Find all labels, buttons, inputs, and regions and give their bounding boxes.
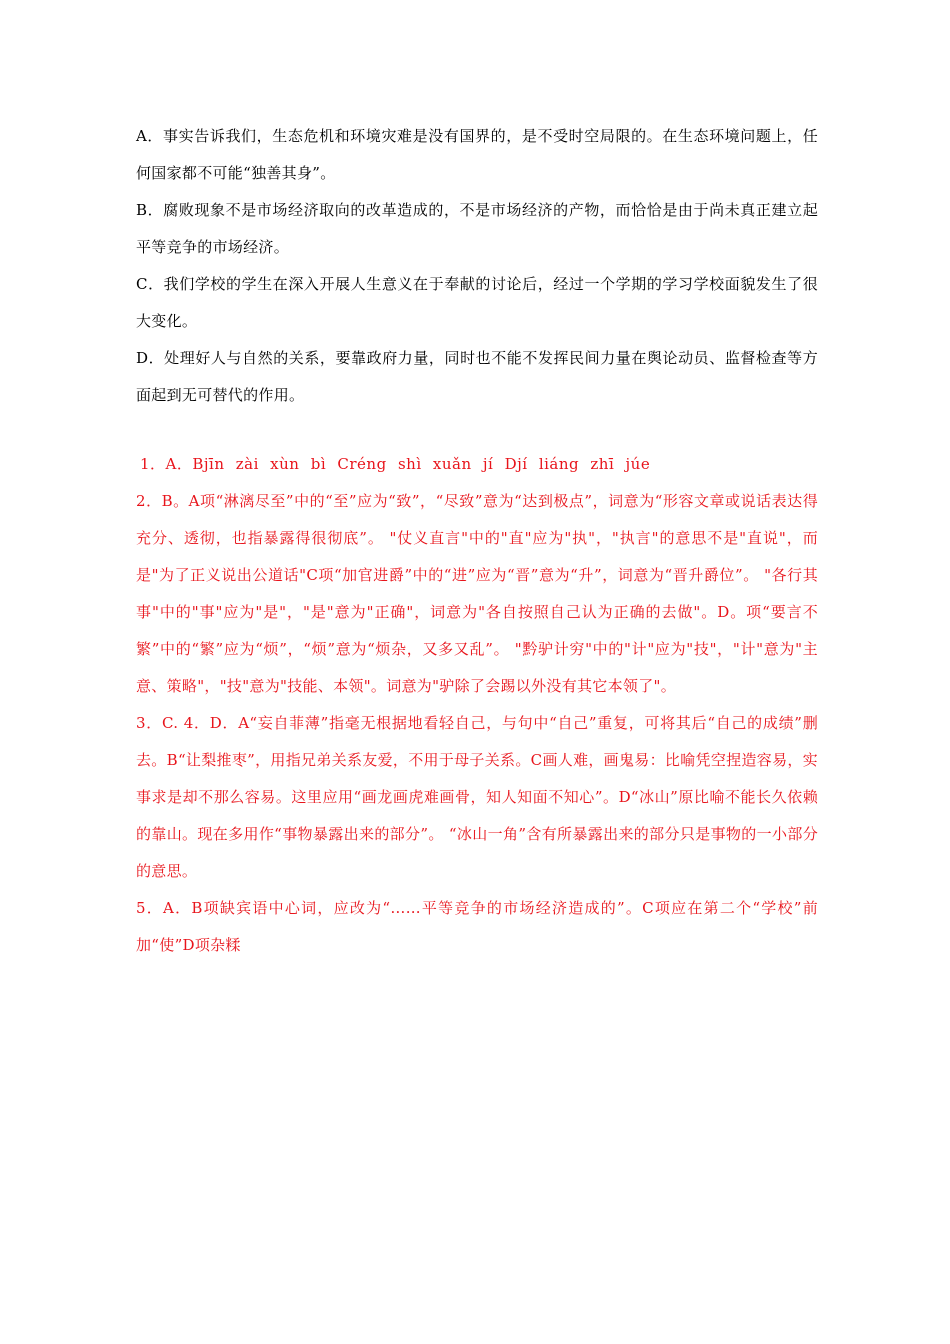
answer-5: 5．A．B项缺宾语中心词，应改为“……平等竞争的市场经济造成的”。C项应在第二个“学校”前加“使”D项杂糅 <box>136 899 818 954</box>
option-b: B．腐败现象不是市场经济取向的改革造成的，不是市场经济的产物，而恰恰是由于尚未真正建立起平等竞争的市场经济。 <box>136 201 818 256</box>
answer-3-4: 3．C. 4．D．A“妄自菲薄”指毫无根据地看轻自己，与句中“自己”重复，可将其后“自己的成绩”删去。B“让梨推枣”，用指兄弟关系友爱，不用于母子关系。C画人难，画鬼易：比喻凭空捏造容易，实事求是却不那么容易。这里应用“画龙画虎难画骨，知人知面不知心”。D“冰山”原比喻不能长久依赖的靠山。现在多用作“事物暴露出来的部分”。 “冰山一角”含有所暴露出来的部分只是事物的一小部分的意思。 <box>136 714 818 880</box>
option-c: C．我们学校的学生在深入开展人生意义在于奉献的讨论后，经过一个学期的学习学校面貌发生了很大变化。 <box>136 275 818 330</box>
answer-section <box>136 446 818 964</box>
option-d: D．处理好人与自然的关系，要靠政府力量，同时也不能不发挥民间力量在舆论动员、监督检查等方面起到无可替代的作用。 <box>136 349 818 404</box>
answer-1-pinyin: 1．A．Bjīn zài xùn bì Créng shì xuǎn jí Djí liáng zhī júe <box>140 455 651 473</box>
option-list <box>136 118 818 414</box>
answer-2: 2．B。A项“淋漓尽至”中的“至”应为“致”，“尽致”意为“达到极点”，词意为“形容文章或说话表达得充分、透彻，也指暴露得很彻底”。 "仗义直言"中的"直"应为"执"，"执言"的意思不是"直说"，而是"为了正义说出公道话"C项“加官进爵”中的“进”应为“晋”意为“升”，词意为“晋升爵位”。 "各行其事"中的"事"应为"是"，"是"意为"正确"，词意为"各自按照自己认为正确的去做"。D。项“要言不繁”中的“繁”应为“烦”，“烦”意为“烦杂，又多又乱”。 "黔驴计穷"中的"计"应为"技"，"计"意为"主意、策略"，"技"意为"技能、本领"。词意为"驴除了会踢以外没有其它本领了"。 <box>136 492 818 695</box>
option-a: A．事实告诉我们，生态危机和环境灾难是没有国界的，是不受时空局限的。在生态环境问题上，任何国家都不可能“独善其身”。 <box>136 127 818 182</box>
document-page <box>136 118 818 964</box>
